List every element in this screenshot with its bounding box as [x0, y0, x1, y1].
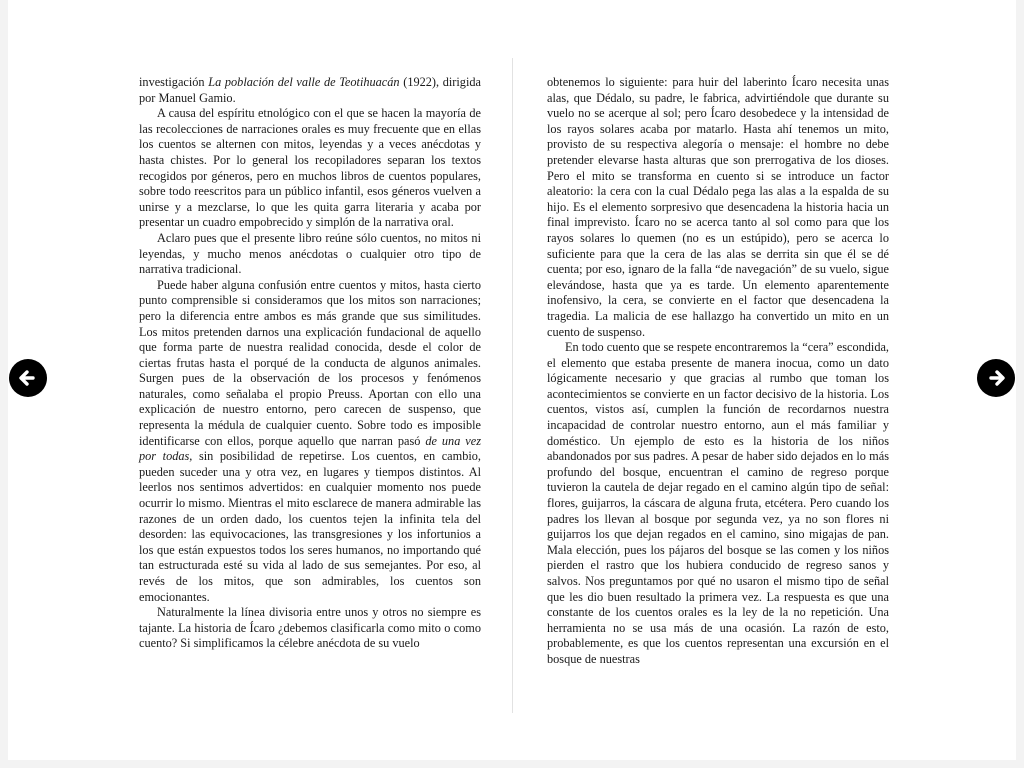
left-paragraph-4: [139, 278, 481, 605]
left-p4-emphasis: de una vez por todas,: [139, 433, 481, 464]
left-p4-text-b: sin posibilidad de repetirse. Los cuentos, en cambio, pueden suceder una y otra vez, en lugares y tiempos distintos. Al leerlos nos sentimos advertidos: en cualquier momento nos puede ocurrir lo mismo. Mientras el mito esclarece de manera admirable las razones de un orden dado, los cuentos tejen la infinita tela del desorden: las equivocaciones, las transgresiones y los infortunios a los que están expuestos todos los seres humanos, no importando qué tan estructurada esté su vida al lado de sus semejantes. Por eso, al revés de los mitos, que son admirables, los cuentos son emocionantes.: [139, 449, 481, 604]
book-spread: [8, 0, 1016, 760]
left-paragraph-2: A causa del espíritu etnológico con el que se hacen la mayoría de las recolecciones de narraciones orales es muy frecuente que en ellas los cuentos se alternen con mitos, leyendas y a veces anécdotas y hasta chistes. Por lo general los recopiladores separan los textos recogidos por géneros, pero en muchos libros de cuentos populares, sobre todo reescritos para un público infantil, esos géneros vuelven a unirse y a mezclarse, lo que les quita garra literaria y acaba por presentar un cuadro empobrecido y simplón de la narrativa oral.: [139, 106, 481, 230]
left-paragraph-5: Naturalmente la línea divisoria entre unos y otros no siempre es tajante. La historia de Ícaro ¿debemos clasificarla como mito o como cuento? Si simplificamos la célebre anécdota de su vuelo: [139, 605, 481, 651]
previous-page-button[interactable]: [9, 359, 47, 397]
left-page: [139, 75, 481, 652]
left-paragraph-3: Aclaro pues que el presente libro reúne sólo cuentos, no mitos ni leyendas, y mucho menos anécdotas o cualquier otro tipo de narrativa tradicional.: [139, 230, 481, 277]
next-page-button[interactable]: [977, 359, 1015, 397]
right-paragraph-1: obtenemos lo siguiente: para huir del laberinto Ícaro necesita unas alas, que Dédalo, su padre, le fabrica, advirtiéndole que durante su vuelo no se acerque al sol; pero Ícaro desobedece y la intensidad de los rayos solares acaba por matarlo. Hasta ahí tenemos un mito, provisto de su respectiva alegoría o mensaje: el hombre no debe pretender elevarse hasta alturas que son prerrogativa de los dioses. Pero el mito se transforma en cuento si se introduce un factor aleatorio: la cera con la cual Dédalo pega las alas a la espalda de su hijo. Es el elemento sorpresivo que desencadena la historia hacia un final imprevisto. Ícaro no se acerca tanto al sol como para que los rayos solares lo quemen (no es un estúpido), pero se acerca lo suficiente para que la cera de las alas se derrita sin que él se dé cuenta; por eso, ignaro de la falla “de navegación” de su vuelo, sigue elevándose, hasta que ya es tarde. Un elemento aparentemente inofensivo, la cera, se convierte en el factor que desencadena la tragedia. La malicia de ese hallazgo ha convertido un mito en un cuento de suspenso.: [547, 75, 889, 339]
page-gutter-divider: [512, 58, 513, 713]
left-p1-text-b: (1922), dirigida por Manuel Gamio.: [139, 75, 481, 105]
left-p4-text-a: Puede haber alguna confusión entre cuentos y mitos, hasta cierto punto comprensible si consideramos que los mitos son narraciones; pero la diferencia entre ambos es más grande que sus similitudes. Los mitos pretenden darnos una explicación fundacional de aquello que forma parte de nuestra realidad conocida, desde el color de ciertas frutas hasta el porqué de la conducta de algunos animales. Surgen pues de la observación de los procesos y fenómenos naturales, como señalaba el propio Preuss. Aportan con ello una explicación de nuestro entorno, pero carecen de suspenso, que representa la médula de cualquier cuento. Sobre todo es imposible identificarse con ellos, porque aquello que narran pasó: [139, 277, 481, 448]
arrow-right-icon: [977, 359, 1015, 397]
left-paragraph-1: [139, 75, 481, 106]
right-page: [547, 75, 889, 668]
right-paragraph-2: En todo cuento que se respete encontraremos la “cera” escondida, el elemento que estaba presente de manera inocua, como un dato lógicamente necesario y que gracias al rumbo que toman los acontecimientos se convierte en un factor decisivo de la historia. Los cuentos, vistos así, cumplen la función de recordarnos nuestra incapacidad de controlar nuestro entorno, aun el más familiar y doméstico. Un ejemplo de esto es la historia de los niños abandonados por sus padres. A pesar de haber sido dejados en lo más profundo del bosque, encuentran el camino de regreso porque tuvieron la cautela de dejar regado en el camino algún tipo de señal: flores, guijarros, la cáscara de alguna fruta, etcétera. Pero cuando los padres los llevan al bosque por segunda vez, ya no son flores ni guijarros los que dejan regados en el camino, sino migajas de pan. Mala elección, pues los pájaros del bosque se las comen y los niños pierden el rastro que los hubiera conducido de regreso sanos y salvos. Nos preguntamos por qué no usaron el mismo tipo de señal que les dio buen resultado la primera vez. La respuesta es que una constante de los cuentos orales es la ley de la no repetición. Una herramienta no se usa más de una ocasión. La razón de esto, probablemente, es que los cuentos representan una excursión en el bosque de nuestras: [547, 340, 889, 666]
arrow-left-icon: [9, 359, 47, 397]
left-p1-text-a: investigación: [139, 75, 209, 89]
book-title-reference: La población del valle de Teotihuacán: [208, 75, 400, 89]
